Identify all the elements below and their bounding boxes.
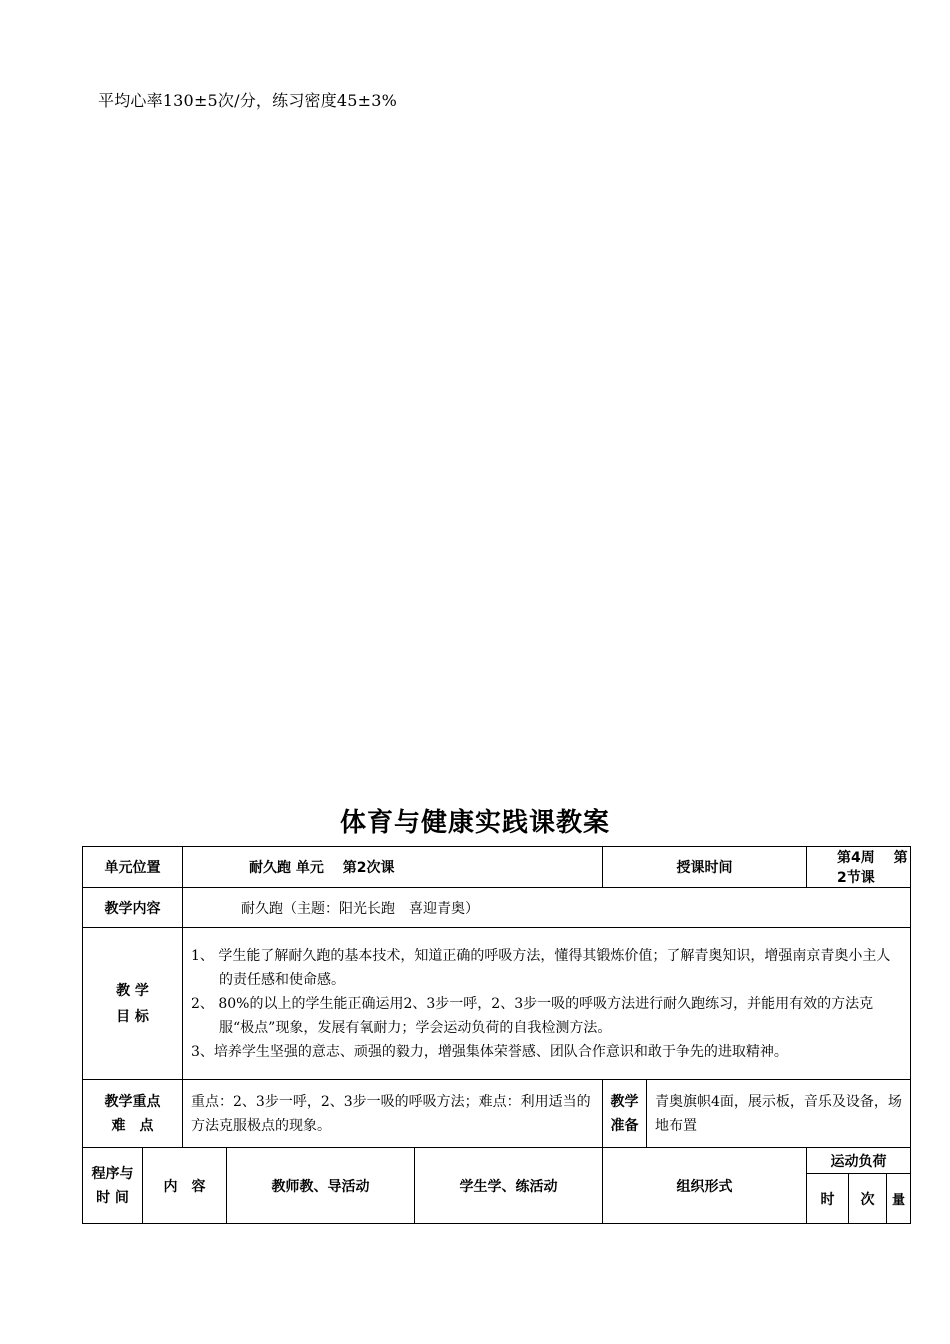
heart-rate-note: 平均心率130±5次/分，练习密度45±3% <box>98 91 398 110</box>
time-label: 授课时间 <box>603 847 807 888</box>
key-points-row <box>83 1080 911 1148</box>
teacher-activity-header: 教师教、导活动 <box>227 1148 415 1224</box>
content-header: 内 容 <box>143 1148 227 1224</box>
page-title: 体育与健康实践课教案 <box>339 808 610 838</box>
unit-value: 耐久跑 单元 第2次课 <box>183 847 603 888</box>
prep-value: 青奥旗帜4面，展示板，音乐及设备，场地布置 <box>647 1080 911 1148</box>
unit-label: 单元位置 <box>83 847 183 888</box>
content-row <box>83 888 911 928</box>
prep-label-line2: 准备 <box>610 1117 639 1134</box>
goals-list <box>183 928 911 1080</box>
key-label-line2: 难 点 <box>111 1117 154 1134</box>
time-value: 第4周 第 2节课 <box>807 847 911 888</box>
exercise-load-header: 运动负荷 <box>807 1148 911 1174</box>
goal-item-2: 2、 80%的以上的学生能正确运用2、3步一呼，2、3步一吸的呼吸方法进行耐久跑练习，并能用有效的方法克服“极点”现象，发展有氧耐力；学会运动负荷的自我检测方法。 <box>191 995 874 1036</box>
unit-row <box>83 847 911 888</box>
order-label-line1: 程序与 <box>91 1165 134 1182</box>
goals-label-line1: 教 学 <box>116 982 149 999</box>
content-value: 耐久跑（主题：阳光长跑 喜迎青奥） <box>183 888 911 928</box>
key-points-label <box>83 1080 183 1148</box>
organization-header: 组织形式 <box>603 1148 807 1224</box>
order-time-header <box>83 1148 143 1224</box>
content-label: 教学内容 <box>83 888 183 928</box>
load-time-header: 时 <box>807 1174 849 1224</box>
lesson-plan-table <box>82 846 911 1224</box>
goal-item-3: 3、培养学生坚强的意志、顽强的毅力，增强集体荣誉感、团队合作意识和敢于争先的进取精神。 <box>191 1043 788 1060</box>
prep-label-line1: 教学 <box>610 1093 639 1110</box>
load-amount-header: 量 <box>887 1174 911 1224</box>
goals-label-line2: 目 标 <box>116 1008 149 1025</box>
load-times-header: 次 <box>849 1174 887 1224</box>
header-row-top <box>83 1148 911 1174</box>
key-label-line1: 教学重点 <box>104 1093 161 1110</box>
goals-label <box>83 928 183 1080</box>
order-label-line2: 时 间 <box>96 1189 129 1206</box>
key-points-value: 重点：2、3步一呼，2、3步一吸的呼吸方法；难点：利用适当的方法克服极点的现象。 <box>183 1080 603 1148</box>
goal-item-1: 1、 学生能了解耐久跑的基本技术，知道正确的呼吸方法，懂得其锻炼价值；了解青奥知识，增强南京青奥小主人的责任感和使命感。 <box>191 947 891 988</box>
goals-row <box>83 928 911 1080</box>
prep-label <box>603 1080 647 1148</box>
student-activity-header: 学生学、练活动 <box>415 1148 603 1224</box>
